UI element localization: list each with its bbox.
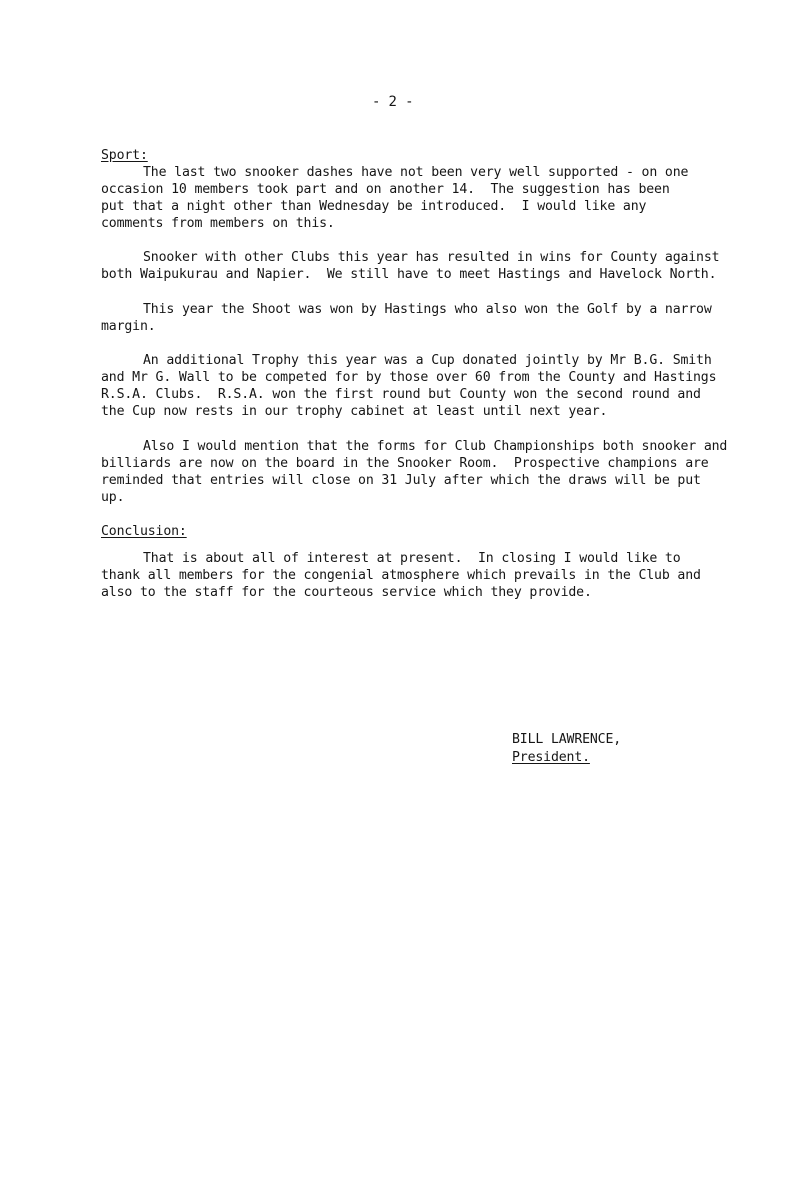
paragraph-line: put that a night other than Wednesday be introduced. I would like any xyxy=(101,199,647,214)
signatory-name: BILL LAWRENCE, xyxy=(512,732,622,747)
page-number: - 2 - xyxy=(372,94,414,110)
paragraph-line: margin. xyxy=(101,319,156,334)
paragraph-line: billiards are now on the board in the Snooker Room. Prospective champions are xyxy=(101,456,709,471)
paragraph-line: Also I would mention that the forms for Club Championships both snooker and xyxy=(143,439,728,454)
paragraph-line: An additional Trophy this year was a Cup donated jointly by Mr B.G. Smith xyxy=(143,353,712,368)
paragraph-line: up. xyxy=(101,490,125,505)
conclusion-heading: Conclusion: xyxy=(101,524,187,539)
paragraph-line: That is about all of interest at present. In closing I would like to xyxy=(143,551,681,566)
paragraph-line: also to the staff for the courteous service which they provide. xyxy=(101,585,592,600)
paragraph-line: reminded that entries will close on 31 July after which the draws will be put xyxy=(101,473,701,488)
paragraph-line: R.S.A. Clubs. R.S.A. won the first round but County won the second round and xyxy=(101,387,701,402)
paragraph-line: and Mr G. Wall to be competed for by those over 60 from the County and Hastings xyxy=(101,370,717,385)
paragraph-line: comments from members on this. xyxy=(101,216,335,231)
paragraph-line: the Cup now rests in our trophy cabinet at least until next year. xyxy=(101,404,608,419)
paragraph-line: Snooker with other Clubs this year has resulted in wins for County against xyxy=(143,250,720,265)
paragraph-line: This year the Shoot was won by Hastings who also won the Golf by a narrow xyxy=(143,302,712,317)
paragraph-line: The last two snooker dashes have not been very well supported - on one xyxy=(143,165,689,180)
paragraph-line: both Waipukurau and Napier. We still have to meet Hastings and Havelock North. xyxy=(101,267,717,282)
signatory-title: President. xyxy=(512,750,590,765)
paragraph-line: occasion 10 members took part and on another 14. The suggestion has been xyxy=(101,182,670,197)
paragraph-line: thank all members for the congenial atmosphere which prevails in the Club and xyxy=(101,568,701,583)
sport-heading: Sport: xyxy=(101,148,148,163)
